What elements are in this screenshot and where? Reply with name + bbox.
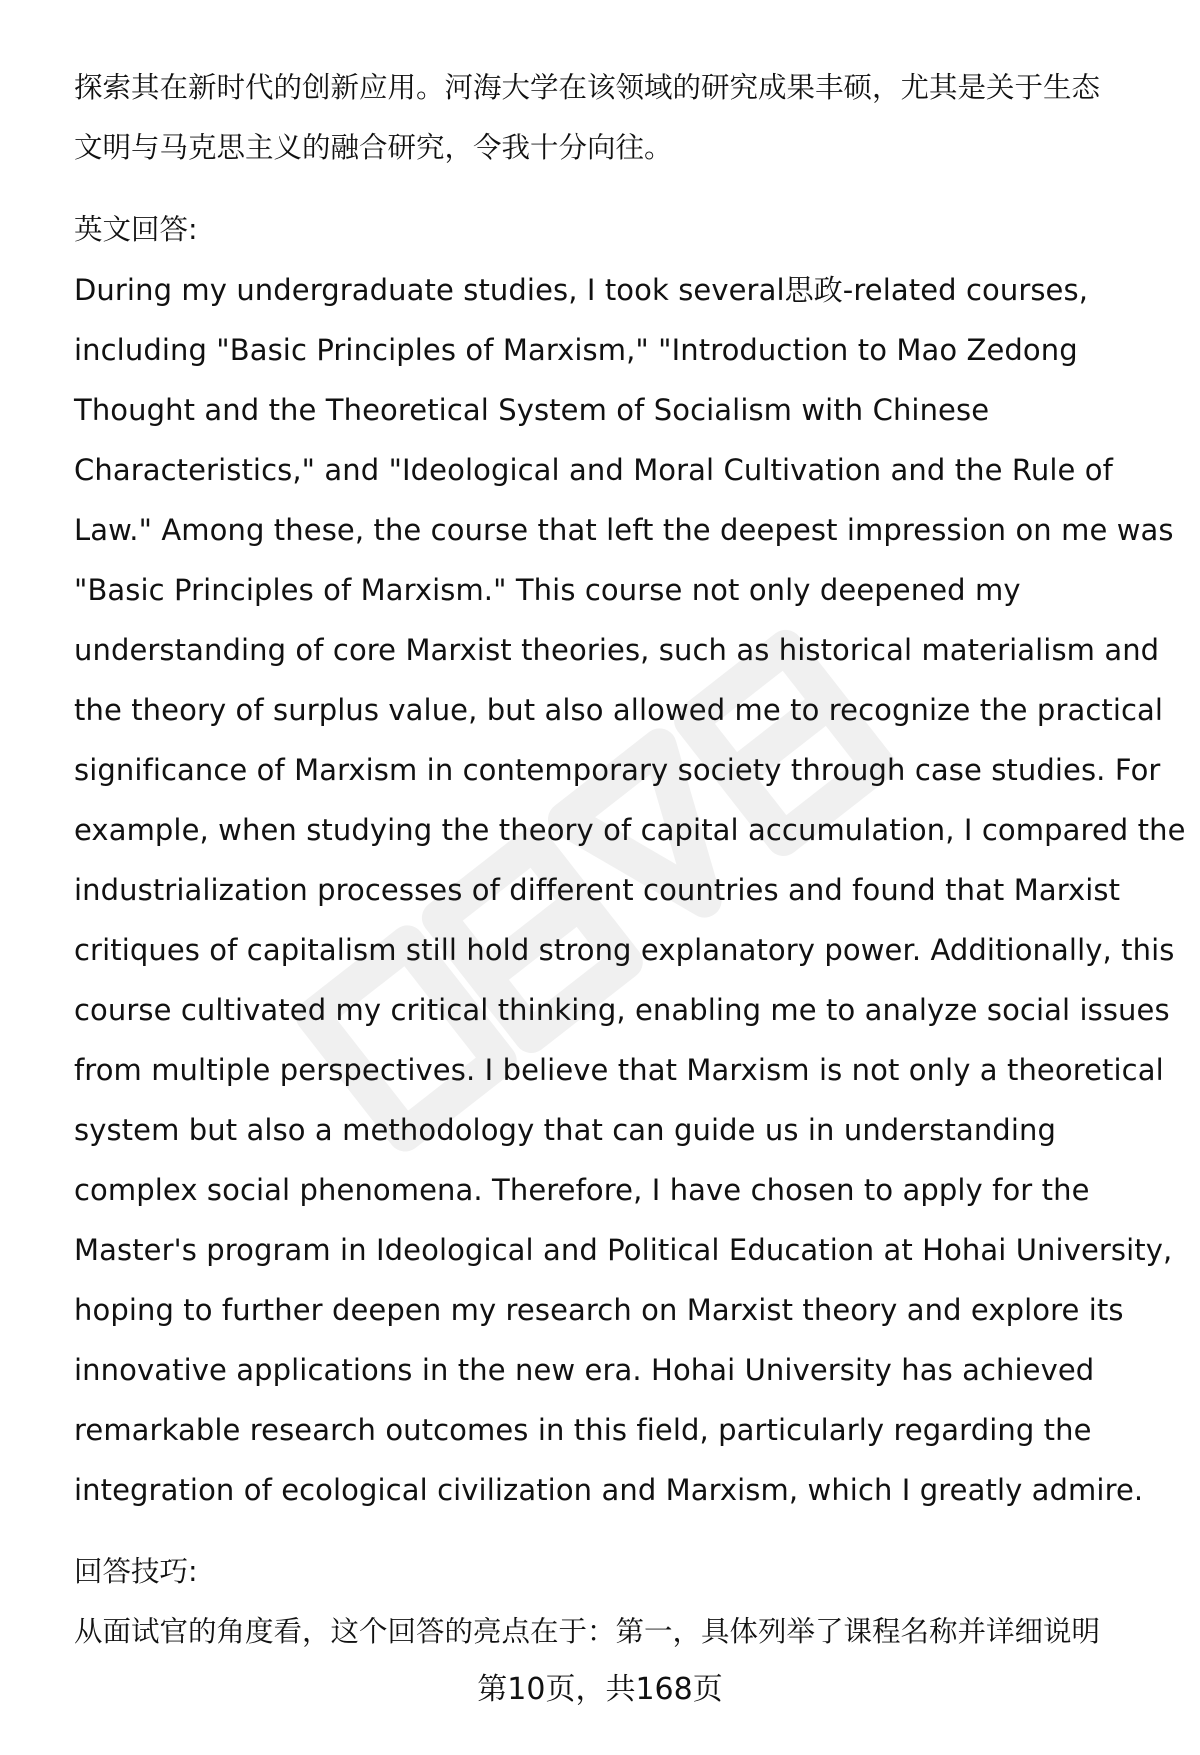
- english-line-10: example, when studying the theory of capital accumulation, I compared the: [74, 813, 1186, 847]
- english-line-4: Characteristics," and "Ideological and Moral Cultivation and the Rule of: [74, 453, 1113, 487]
- answer-tips-paragraph: [74, 1602, 1154, 1662]
- english-line-7: understanding of core Marxist theories, such as historical materialism and: [74, 633, 1160, 667]
- intro-paragraph: [74, 58, 1154, 178]
- english-line-14: from multiple perspectives. I believe that Marxism is not only a theoretical: [74, 1053, 1164, 1087]
- english-line-13: course cultivated my critical thinking, enabling me to analyze social issues: [74, 993, 1170, 1027]
- english-line-9: significance of Marxism in contemporary society through case studies. For: [74, 753, 1161, 787]
- english-line-19: innovative applications in the new era. Hohai University has achieved: [74, 1353, 1095, 1387]
- english-line-11: industrialization processes of different countries and found that Marxist: [74, 873, 1121, 907]
- english-line-17: Master's program in Ideological and Political Education at Hohai University,: [74, 1233, 1173, 1267]
- english-line-12: critiques of capitalism still hold strong explanatory power. Additionally, this: [74, 933, 1175, 967]
- english-answer-heading: 英文回答:: [74, 213, 198, 246]
- english-answer-paragraph: [74, 260, 1186, 1520]
- intro-line-2: 文明与马克思主义的融合研究，令我十分向往。: [74, 131, 673, 164]
- tips-line-1: 从面试官的角度看，这个回答的亮点在于：第一，具体列举了课程名称并详细说明: [74, 1615, 1101, 1648]
- english-line-18: hoping to further deepen my research on Marxist theory and explore its: [74, 1293, 1124, 1327]
- english-line-16: complex social phenomena. Therefore, I have chosen to apply for the: [74, 1173, 1090, 1207]
- english-line-1: During my undergraduate studies, I took several思政-related courses,: [74, 273, 1089, 307]
- page-number-footer: 第10页，共168页: [477, 1672, 723, 1707]
- english-line-8: the theory of surplus value, but also allowed me to recognize the practical: [74, 693, 1164, 727]
- intro-line-1: 探索其在新时代的创新应用。河海大学在该领域的研究成果丰硕，尤其是关于生态: [74, 71, 1101, 104]
- english-line-2: including "Basic Principles of Marxism," "Introduction to Mao Zedong: [74, 333, 1078, 367]
- english-line-20: remarkable research outcomes in this field, particularly regarding the: [74, 1413, 1092, 1447]
- english-line-6: "Basic Principles of Marxism." This course not only deepened my: [74, 573, 1021, 607]
- english-line-3: Thought and the Theoretical System of Socialism with Chinese: [74, 393, 990, 427]
- answer-tips-heading: 回答技巧:: [74, 1555, 198, 1588]
- english-line-15: system but also a methodology that can guide us in understanding: [74, 1113, 1056, 1147]
- document-body: [74, 58, 1186, 1662]
- english-line-21: integration of ecological civilization and Marxism, which I greatly admire.: [74, 1473, 1144, 1507]
- english-line-5: Law." Among these, the course that left the deepest impression on me was: [74, 513, 1174, 547]
